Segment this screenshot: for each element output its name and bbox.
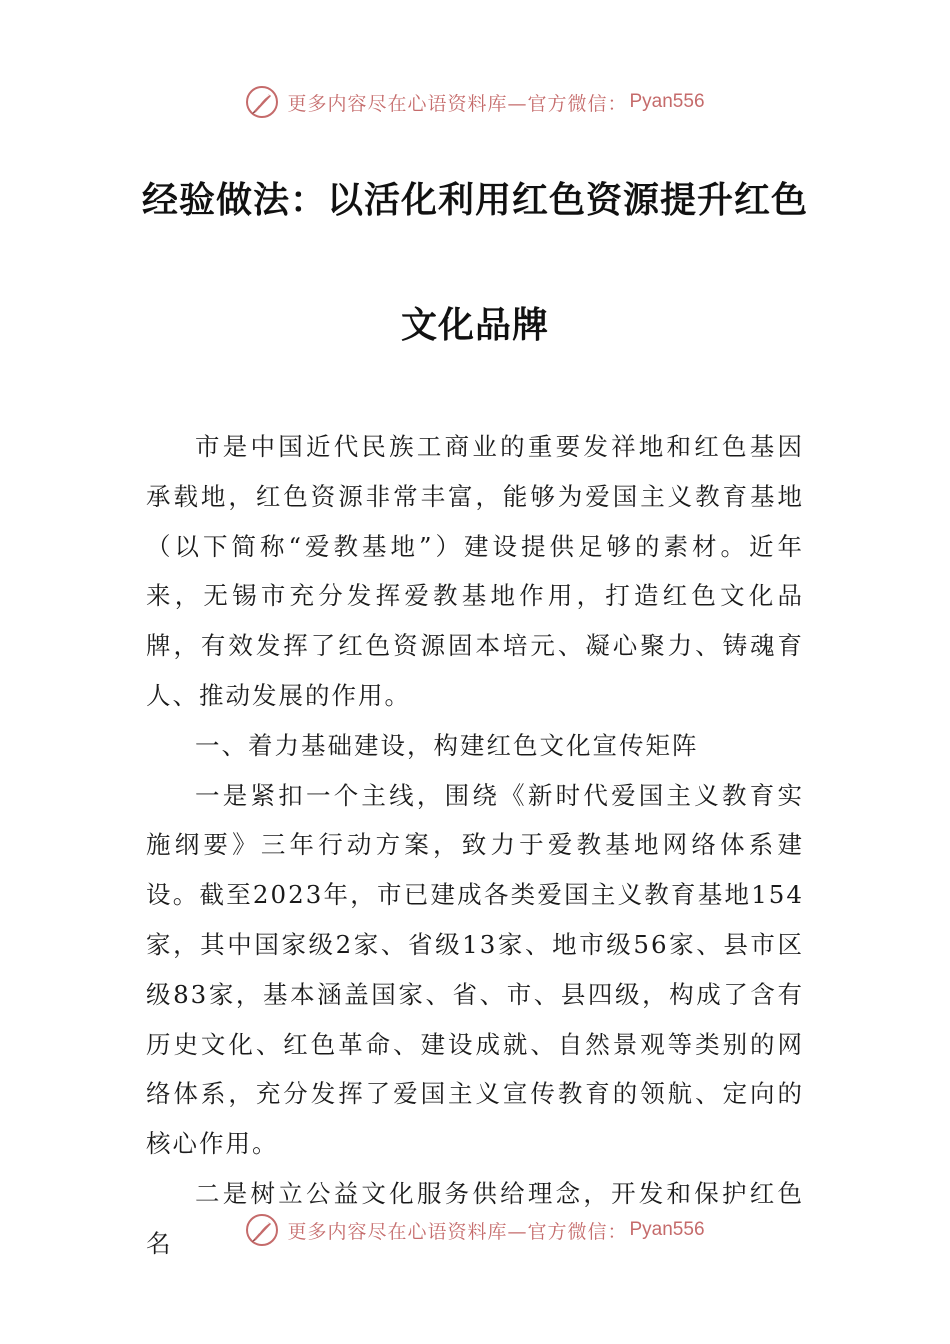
watermark-text: 更多内容尽在心语资料库—官方微信：: [287, 1220, 628, 1243]
document-title-line-1: 经验做法：以活化利用红色资源提升红色: [141, 180, 808, 221]
document-body: [146, 422, 804, 1269]
quill-logo-icon: [245, 1213, 279, 1247]
watermark-wechat-id: Pyan556: [629, 91, 705, 112]
watermark-text: 更多内容尽在心语资料库—官方微信：: [287, 92, 628, 115]
watermark-header: [0, 82, 950, 122]
paragraph-point-2: 二是树立公益文化服务供给理念，开发和保护红色名: [146, 1178, 804, 1258]
paragraph-intro: 市是中国近代民族工商业的重要发祥地和红色基因承载地，红色资源非常丰富，能够为爱国主义教育基地（以下简称“爱教基地”）建设提供足够的素材。近年来，无锡市充分发挥爱教基地作用，打造红色文化品牌，有效发挥了红色资源固本培元、凝心聚力、铸魂育人、推动发展的作用。: [146, 432, 804, 710]
document-title-line-2: 文化品牌: [400, 305, 549, 346]
paragraph-point-1: 一是紧扣一个主线，围绕《新时代爱国主义教育实施纲要》三年行动方案，致力于爱教基地网络体系建设。截至2023年，市已建成各类爱国主义教育基地154家，其中国家级2家、省级13家、地市级56家、县市区级83家，基本涵盖国家、省、市、县四级，构成了含有历史文化、红色革命、建设成就、自然景观等类别的网络体系，充分发挥了爱国主义宣传教育的领航、定向的核心作用。: [146, 780, 804, 1159]
section-heading-1: 一、着力基础建设，构建红色文化宣传矩阵: [195, 730, 699, 760]
watermark-footer: [0, 1210, 950, 1250]
watermark-wechat-id: Pyan556: [629, 1219, 705, 1240]
quill-logo-icon: [245, 85, 279, 119]
